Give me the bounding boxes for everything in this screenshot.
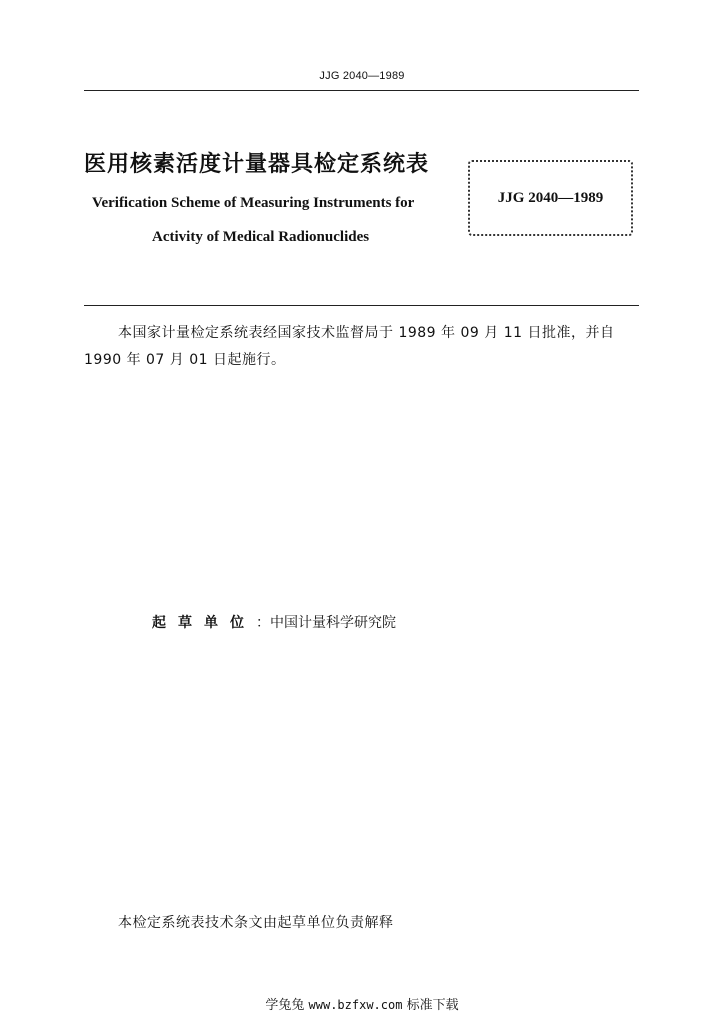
footer-url[interactable]: www.bzfxw.com (308, 998, 403, 1012)
document-title-english-line1: Verification Scheme of Measuring Instruments for (92, 195, 415, 211)
footer-watermark (0, 994, 724, 1013)
document-title-chinese: 医用核素活度计量器具检定系统表 (84, 152, 430, 177)
header-standard-code: JJG 2040—1989 (319, 70, 405, 82)
interpretation-note: 本检定系统表技术条文由起草单位负责解释 (118, 915, 394, 931)
document-title-english-line2: Activity of Medical Radionuclides (152, 229, 370, 245)
standard-code-box (468, 160, 633, 236)
footer-tagline: 标准下载 (406, 998, 459, 1013)
approval-text: 本国家计量检定系统表经国家技术监督局于 1989 年 09 月 11 日批准，并自 1990 年 07 月 01 日起施行。 (84, 325, 615, 368)
drafting-unit-label: 起草单位 (152, 615, 256, 631)
header-divider (84, 90, 639, 91)
drafting-unit-separator: ： (256, 615, 270, 631)
drafting-unit (152, 612, 396, 632)
footer-site-name: 学兔兔 (265, 998, 305, 1013)
standard-code-box-text: JJG 2040—1989 (497, 190, 604, 206)
drafting-unit-value: 中国计量科学研究院 (270, 615, 396, 631)
title-divider (84, 305, 639, 306)
approval-paragraph (84, 320, 639, 374)
